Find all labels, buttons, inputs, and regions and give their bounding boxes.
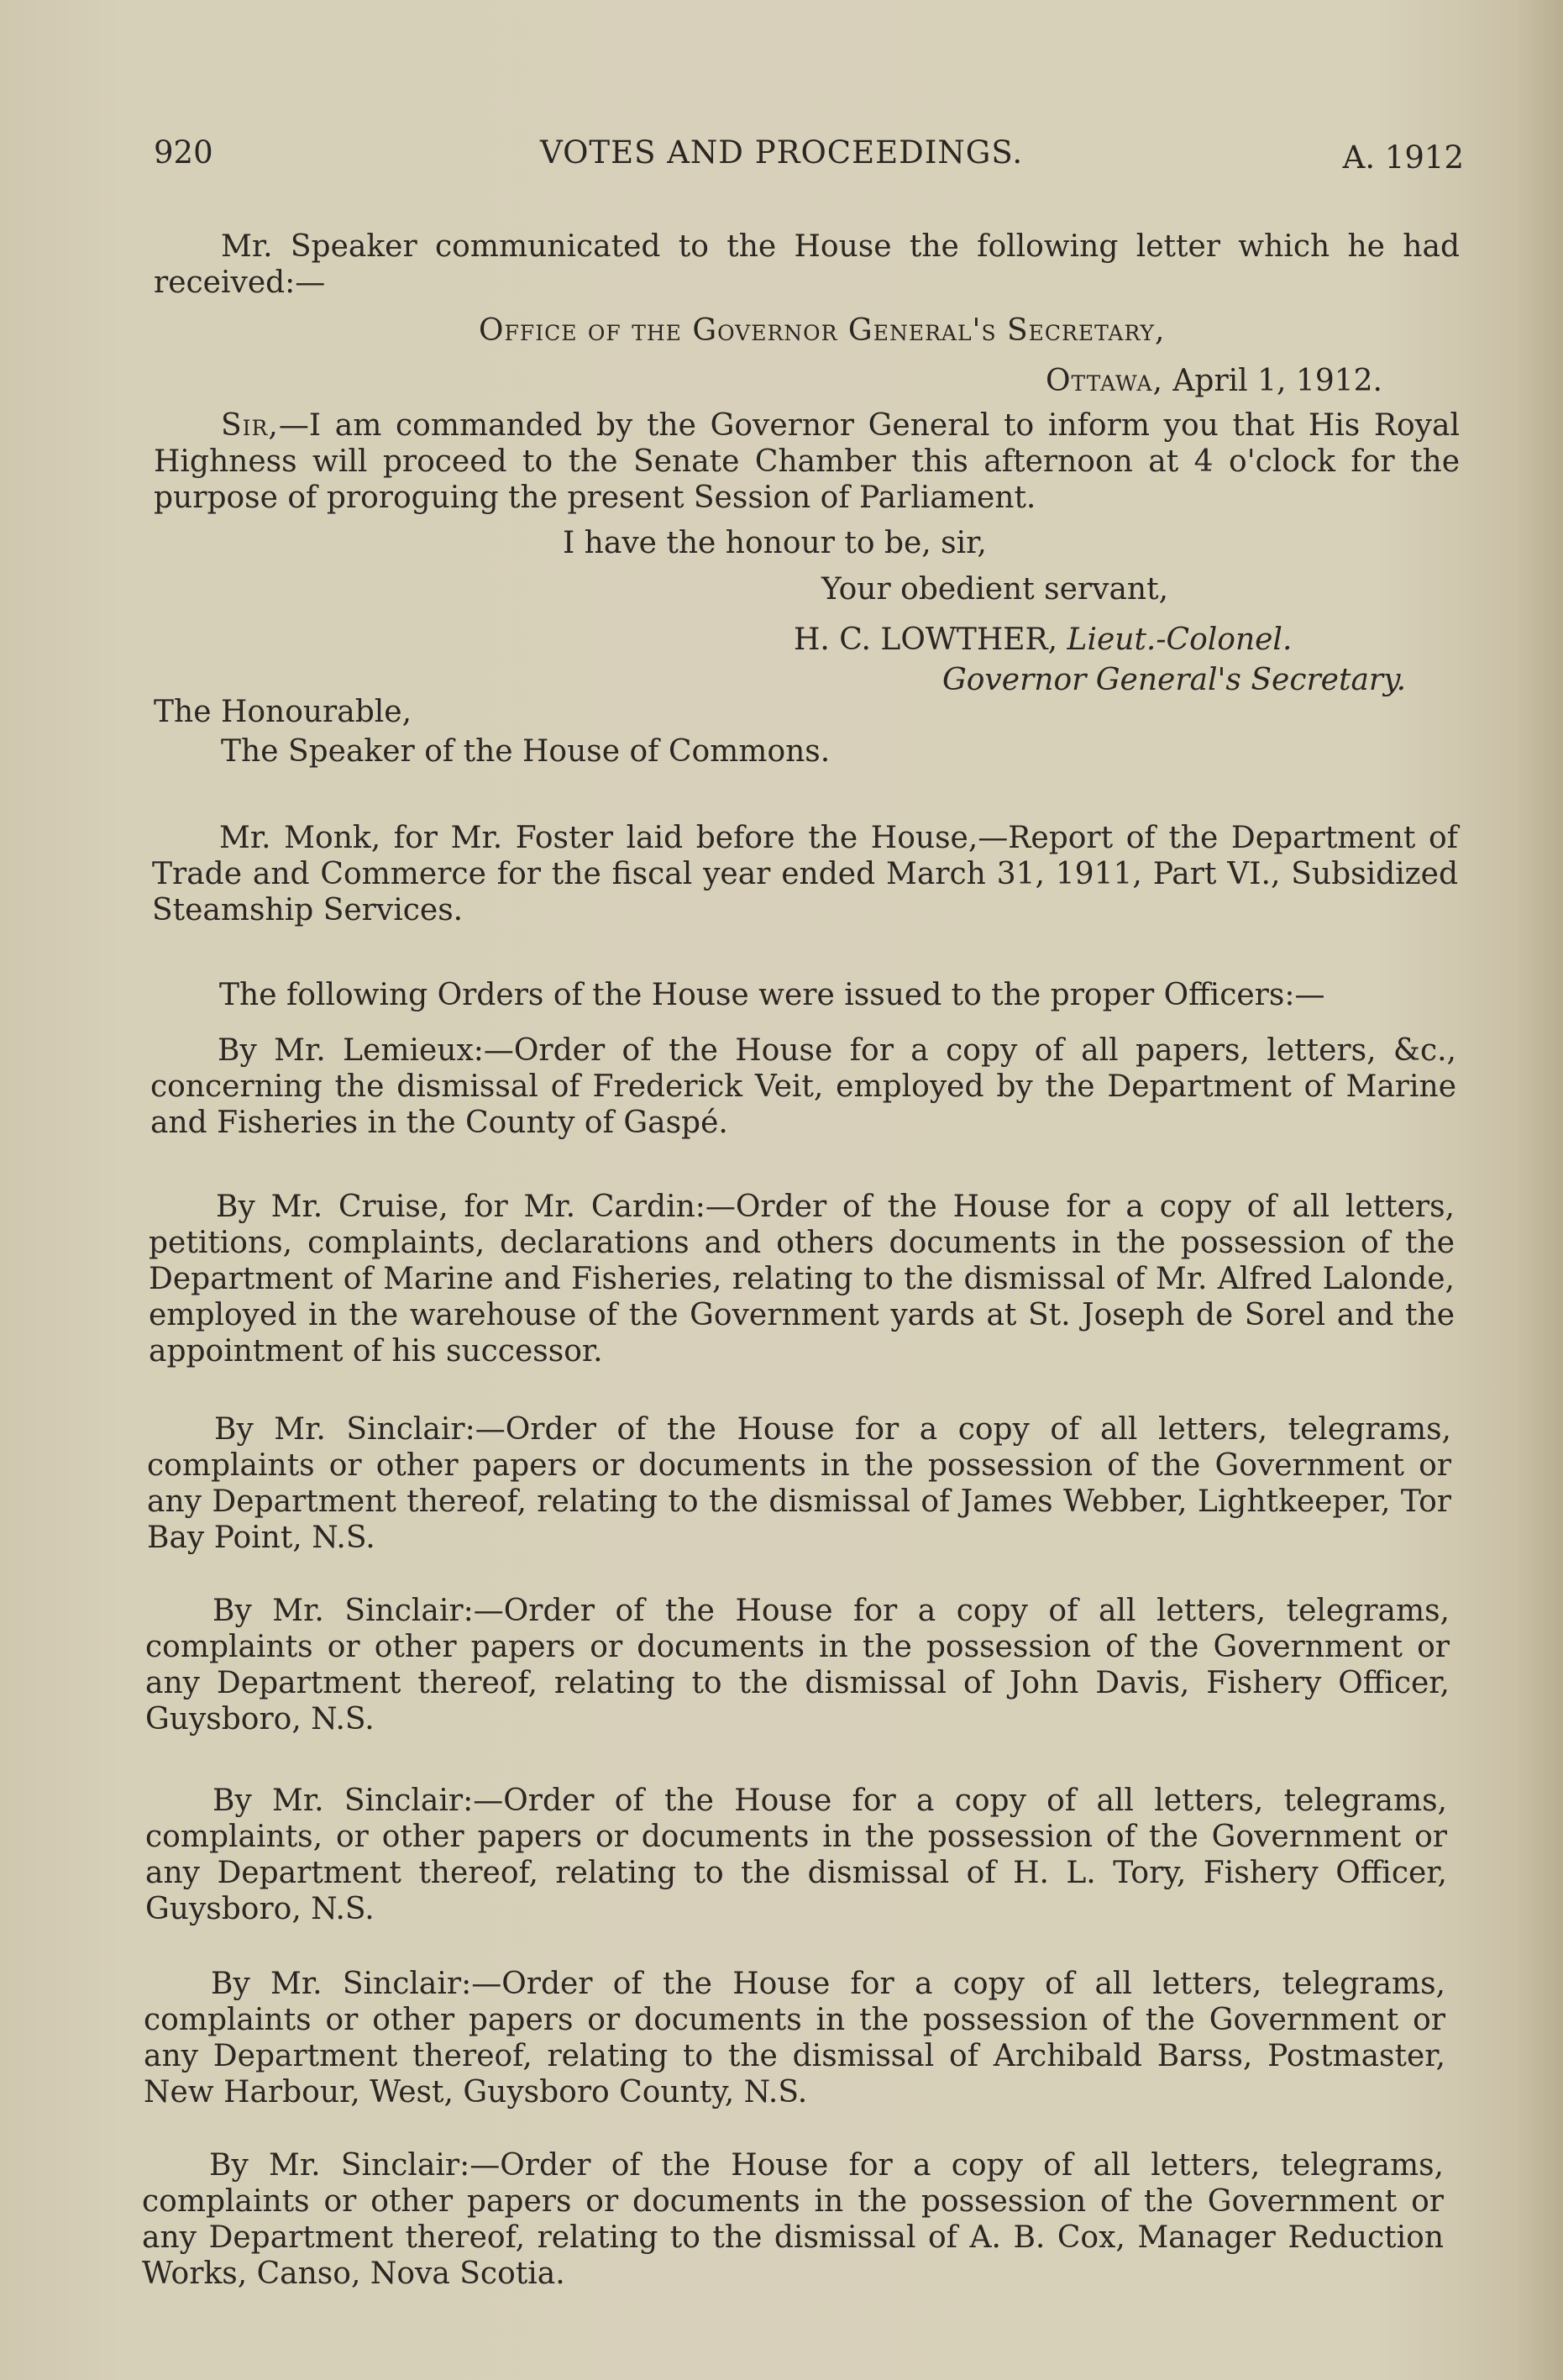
signer-rank: Lieut.-Colonel. xyxy=(1067,623,1293,657)
order-lemieux: By Mr. Lemieux:—Order of the House for a copy of all papers, letters, &c., concerning the dismissal of Frederick Veit, employed by the Department of Marine and Fisheries in the County of Gaspé. xyxy=(150,1033,1456,1140)
letter-intro: Mr. Speaker communicated to the House the following letter which he had received:— xyxy=(154,229,1460,300)
order-sinclair-3: By Mr. Sinclair:—Order of the House for a copy of all letters, telegrams, complaints, or other papers or documents in the possession of the Government or any Department thereof, relating to the dismissal of H. L. Tory, Fishery Officer, Guysboro, N.S. xyxy=(145,1784,1447,1926)
letter-body-text: —I am commanded by the Governor General to inform you that His Royal Highness will proceed to the Senate Chamber this afternoon at 4 o'clock for the purpose of proroguing the present Session of Parliament. xyxy=(154,408,1460,515)
order-cruise: By Mr. Cruise, for Mr. Cardin:—Order of the House for a copy of all letters, petitions, complaints, declarations and others documents in the possession of the Department of Marine and Fisheries, relating to the dismissal of Mr. Alfred Lalonde, employed in the warehouse of the Government yards at St. Joseph de Sorel and the appointment of his successor. xyxy=(149,1190,1455,1369)
order-sinclair-5: By Mr. Sinclair:—Order of the House for a copy of all letters, telegrams, complaints or other papers or documents in the possession of the Government or any Department thereof, relating to the dismissal of A. B. Cox, Manager Reduction Works, Canso, Nova Scotia. xyxy=(142,2148,1444,2291)
letter-closing-2: Your obedient servant, xyxy=(821,572,1169,607)
letter-dateline xyxy=(1046,363,1382,399)
page-header xyxy=(154,134,1464,193)
orders-intro: The following Orders of the House were issued to the proper Officers:— xyxy=(219,978,1325,1012)
letter-signer xyxy=(794,622,1292,658)
dateline-place: Ottawa, xyxy=(1046,364,1163,398)
monk-report-paragraph: Mr. Monk, for Mr. Foster laid before the House,—Report of the Department of Trade and Commerce for the fiscal year ended March 31, 1911, Part VI., Subsidized Steamship Services. xyxy=(152,821,1458,927)
letter-office: Office of the Governor General's Secretary, xyxy=(479,313,1166,348)
letter-closing-1: I have the honour to be, sir, xyxy=(563,526,987,560)
dateline-date: April 1, 1912. xyxy=(1172,364,1382,398)
order-sinclair-1: By Mr. Sinclair:—Order of the House for a copy of all letters, telegrams, complaints or other papers or documents in the possession of the Government or any Department thereof, relating to the dismissal of James Webber, Lightkeeper, Tor Bay Point, N.S. xyxy=(147,1412,1451,1555)
letter-body xyxy=(154,407,1460,516)
running-title: VOTES AND PROCEEDINGS. xyxy=(540,134,1024,171)
signer-title: Governor General's Secretary. xyxy=(942,663,1407,697)
order-sinclair-4: By Mr. Sinclair:—Order of the House for a copy of all letters, telegrams, complaints or other papers or documents in the possession of the Government or any Department thereof, relating to the dismissal of Archibald Barss, Postmaster, New Harbour, West, Guysboro County, N.S. xyxy=(144,1967,1445,2109)
letter-addressee-2: The Speaker of the House of Commons. xyxy=(221,734,831,769)
session-year: A. 1912 xyxy=(1342,139,1464,176)
letter-addressee-1: The Honourable, xyxy=(154,695,412,729)
signer-name: H. C. LOWTHER, xyxy=(794,623,1058,657)
page-number: 920 xyxy=(154,134,213,171)
order-sinclair-2: By Mr. Sinclair:—Order of the House for a copy of all letters, telegrams, complaints or other papers or documents in the possession of the Government or any Department thereof, relating to the dismissal of John Davis, Fishery Officer, Guysboro, N.S. xyxy=(145,1594,1450,1736)
letter-salutation: Sir, xyxy=(221,408,279,443)
